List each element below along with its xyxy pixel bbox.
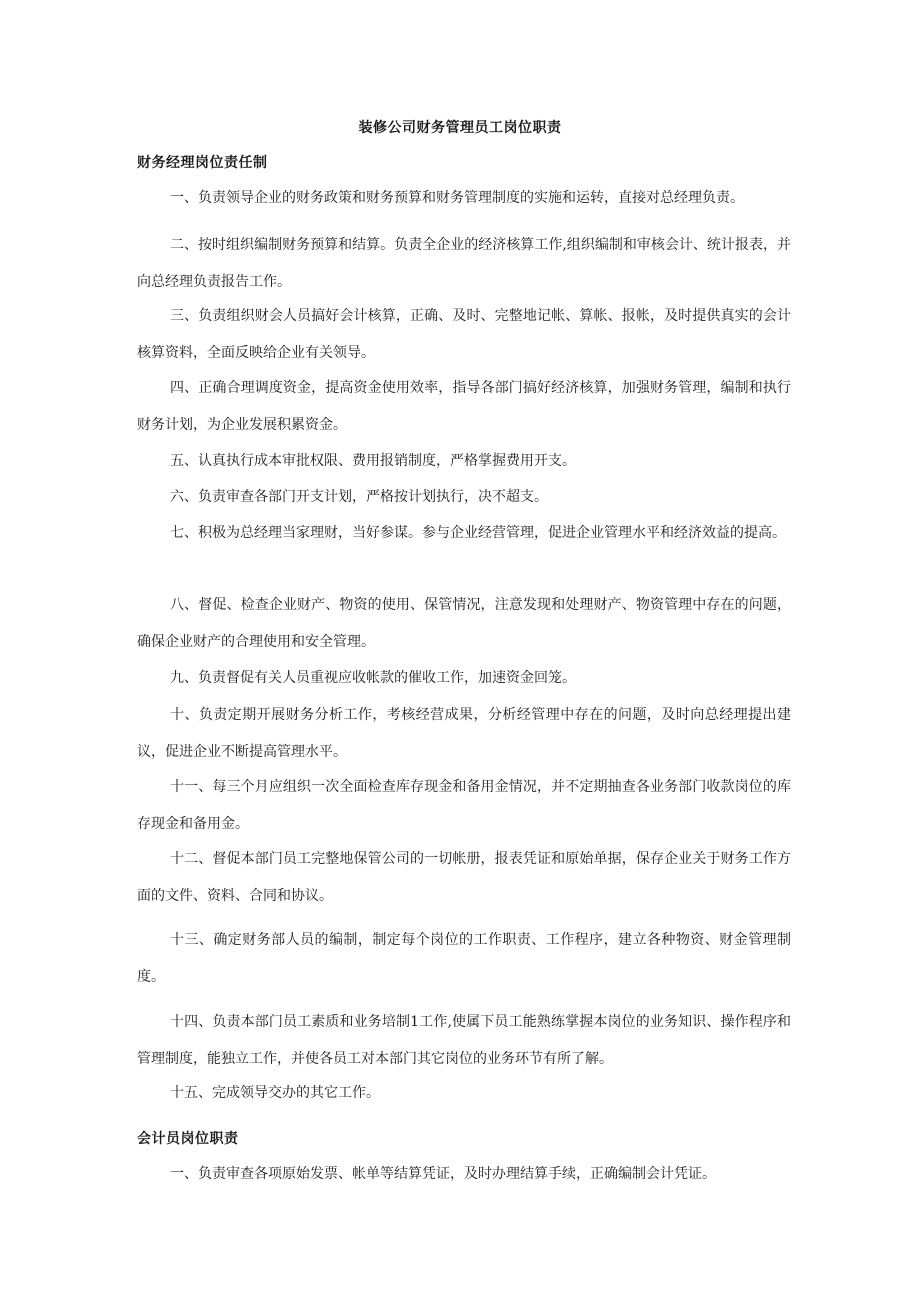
duty-item-4: 四、正确合理调度资金，提高资金使用效率，指导各部门搞好经济核算，加强财务管理，编制和执行财务计划，为企业发展积累资金。 [137,380,791,433]
duty-item-7: 七、积极为总经理当家理财，当好参谋。参与企业经营管理，促进企业管理水平和经济效益的提高。 [170,525,786,541]
duty-item-12: 十二、督促本部门员工完整地保管公司的一切帐册，报表凭证和原始单据，保存企业关于财务工作方面的文件、资料、合同和协议。 [137,851,791,904]
duty-item-14: 十四、负责本部门员工素质和业务培制1工作,使属下员工能熟练掌握本岗位的业务知识、操作程序和管理制度，能独立工作，并使各员工对本部门其它岗位的业务环节有所了解。 [137,1014,791,1067]
duty-item-9: 九、负责督促有关人员重视应收帐款的催收工作，加速资金回笼。 [170,670,576,686]
duty-item-10: 十、负责定期开展财务分析工作，考核经营成果，分析经管理中存在的问题，及时向总经理提出建议，促进企业不断提高管理水平。 [137,707,791,760]
section-heading-finance-manager: 财务经理岗位责任制 [137,155,268,171]
duty-item-11: 十一、每三个月应组织一次全面检查库存现金和备用金情况，并不定期抽查各业务部门收款岗位的库存现金和备用金。 [137,779,791,832]
duty-item-15: 十五、完成领导交办的其它工作。 [170,1085,380,1101]
accountant-duty-item-1: 一、负责审查各项原始发票、帐单等结算凭证，及时办理结算手续，正确编制会计凭证。 [170,1166,716,1182]
document-title: 装修公司财务管理员工岗位职责 [358,120,562,136]
duty-item-3: 三、负责组织财会人员搞好会计核算，正确、及时、完整地记帐、算帐、报帐，及时提供真实的会计核算资料，全面反映给企业有关领导。 [137,308,791,361]
section-heading-accountant: 会计员岗位职责 [137,1131,239,1147]
duty-item-2: 二、按时组织编制财务预算和结算。负责全企业的经济核算工作,组织编制和审核会计、统计报表，并向总经理负责报告工作。 [137,237,791,290]
duty-item-13: 十三、确定财务部人员的编制，制定每个岗位的工作职责、工作程序，建立各种物资、财金管理制度。 [137,932,791,985]
duty-item-6: 六、负责审查各部门开支计划，严格按计划执行，决不超支。 [170,489,548,505]
duty-item-5: 五、认真执行成本审批权限、费用报销制度，严格掌握费用开支。 [170,453,576,469]
duty-item-1: 一、负责领导企业的财务政策和财务预算和财务管理制度的实施和运转，直接对总经理负责。 [170,190,744,206]
duty-item-8: 八、督促、检查企业财产、物资的使用、保管情况，注意发现和处理财产、物资管理中存在的问题，确保企业财产的合理使用和安全管理。 [137,597,791,650]
